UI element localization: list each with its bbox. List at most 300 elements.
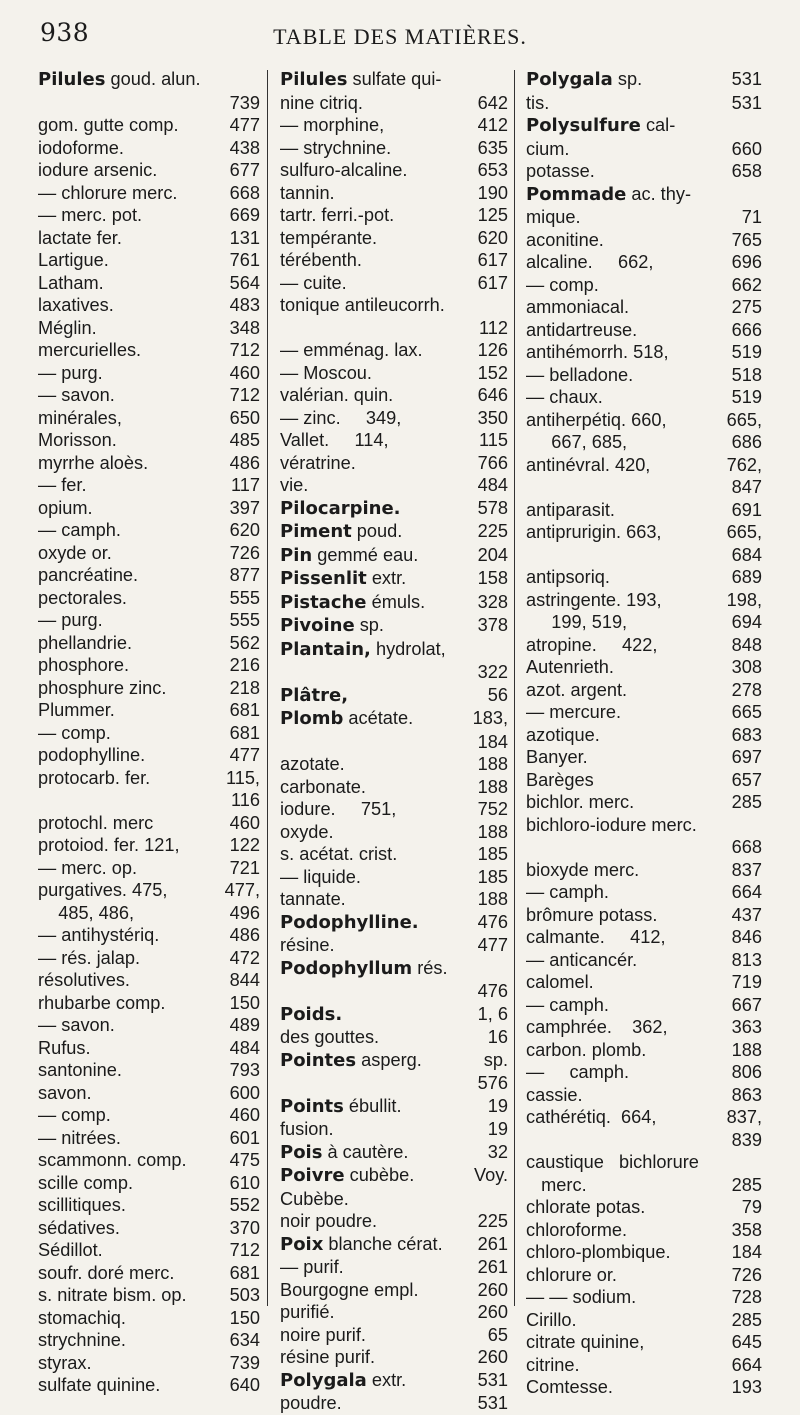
index-entry [38, 744, 260, 767]
index-entry [280, 707, 508, 731]
entry-page-ref: 576 [477, 1073, 508, 1093]
entry-text [38, 654, 129, 677]
entry-text [38, 542, 112, 565]
entry-page-ref: 806 [731, 1062, 762, 1082]
entry-text [526, 1354, 580, 1377]
entry-label: antiprurigin. 663, [526, 522, 662, 542]
entry-label: azotique. [526, 724, 600, 745]
index-entry [280, 159, 508, 182]
entry-text [38, 1172, 133, 1195]
index-entry [38, 834, 260, 857]
entry-label: Bourgogne empl. [280, 1279, 419, 1300]
entry-page-ref: 844 [229, 970, 260, 990]
index-entry [38, 1307, 260, 1330]
index-entry [38, 182, 260, 205]
entry-label: astringente. 193, [526, 589, 662, 610]
entry-label: Comtesse. [526, 1377, 613, 1397]
entry-page-ref: 483 [229, 295, 260, 315]
index-entry [280, 1392, 508, 1415]
entry-page-ref: 285 [731, 792, 762, 812]
entry-page-ref: 477 [229, 115, 260, 135]
index-entry [526, 364, 762, 387]
entry-page-ref: 562 [229, 632, 260, 653]
index-entry [526, 1039, 762, 1062]
index-entry [38, 1172, 260, 1195]
entry-label: à cautère. [322, 1141, 409, 1162]
entry-page-ref: 363 [731, 1017, 762, 1037]
entry-label: cathérétiq. 664, [526, 1107, 657, 1127]
entry-label: atropine. 422, [526, 634, 658, 655]
index-entry [526, 409, 762, 432]
index-entry [280, 294, 508, 317]
index-entry [526, 1219, 762, 1242]
index-entry [526, 319, 762, 342]
index-entry [280, 591, 508, 615]
index-entry [280, 821, 508, 844]
entry-page-ref: 185 [477, 866, 508, 887]
entry-label: 199, 519, [526, 612, 628, 632]
index-entry [526, 183, 762, 207]
entry-text [526, 1174, 587, 1197]
entry-text [280, 182, 335, 205]
index-entry [38, 1014, 260, 1037]
entry-text [526, 319, 637, 342]
index-entry [38, 362, 260, 385]
entry-text [38, 1307, 126, 1330]
entry-page-ref: 476 [477, 981, 508, 1001]
entry-page-ref: 158 [477, 568, 508, 588]
entry-page-ref: 476 [477, 911, 508, 932]
entry-text [280, 114, 384, 137]
index-entry [526, 949, 762, 972]
index-entry [526, 926, 762, 949]
entry-page-ref: 115, [225, 767, 260, 788]
index-entry [526, 1331, 762, 1354]
index-entry [280, 1026, 508, 1049]
entry-page-ref: 122 [229, 835, 260, 855]
entry-page-ref: 261 [477, 1257, 508, 1277]
entry-text [280, 294, 445, 317]
entry-page-ref: sp. [483, 1049, 508, 1070]
index-entry [38, 137, 260, 160]
entry-label: calmante. 412, [526, 927, 666, 947]
entry-text [526, 566, 610, 589]
index-entry [38, 1194, 260, 1217]
entry-page-ref: 635 [477, 137, 508, 158]
entry-text [526, 431, 627, 454]
index-entry [280, 1188, 508, 1211]
entry-page-ref: 32 [487, 1141, 508, 1162]
entry-heading: Polygala [526, 69, 613, 90]
entry-label: — mercure. [526, 702, 621, 722]
entry-text [526, 746, 588, 769]
entry-text [38, 1194, 126, 1217]
entry-label: iodure arsenic. [38, 160, 158, 180]
entry-page-ref: 125 [477, 205, 508, 225]
entry-text [526, 296, 629, 319]
entry-page-ref: 131 [229, 227, 260, 248]
index-entry [280, 567, 508, 591]
index-entry [38, 1284, 260, 1307]
entry-text [38, 407, 122, 430]
index-entry [526, 296, 762, 319]
index-entry [38, 317, 260, 340]
entry-text [280, 1256, 344, 1279]
entry-label: citrate quinine, [526, 1332, 645, 1352]
entry-label: azot. argent. [526, 679, 628, 700]
index-entry [38, 1374, 260, 1397]
entry-page-ref: 677 [229, 160, 260, 180]
entry-label: s. nitrate bism. op. [38, 1285, 187, 1305]
index-entry [280, 114, 508, 137]
index-entry [526, 431, 762, 454]
index-entry [38, 992, 260, 1015]
entry-text [526, 904, 657, 927]
entry-page-ref: 847 [731, 477, 762, 497]
entry-page-ref: 668 [731, 837, 762, 857]
entry-text [526, 229, 604, 252]
entry-page-ref: 216 [229, 655, 260, 675]
entry-page-ref: 112 [479, 317, 508, 338]
entry-text [280, 1003, 342, 1027]
entry-label: résine purif. [280, 1347, 376, 1367]
index-entry [280, 1324, 508, 1347]
entry-text [526, 634, 657, 657]
entry-text [38, 992, 165, 1015]
entry-text [38, 767, 150, 790]
entry-page-ref: 412 [477, 115, 508, 135]
entry-text [280, 1233, 443, 1257]
entry-label: bichlor. merc. [526, 792, 635, 812]
entry-label: scillitiques. [38, 1195, 126, 1215]
entry-text [38, 204, 142, 227]
index-entry [526, 454, 762, 477]
entry-label: — comp. [526, 274, 599, 295]
entry-heading: Pilules [280, 69, 348, 90]
entry-label: des gouttes. [280, 1027, 380, 1047]
entry-label: oxyde. [280, 821, 334, 842]
index-entry [526, 836, 762, 859]
entry-text [280, 204, 394, 227]
entry-text [280, 1279, 419, 1302]
entry-label: chlorate potas. [526, 1197, 646, 1217]
entry-page-ref: 664 [731, 882, 762, 902]
entry-page-ref: 837 [731, 859, 762, 880]
index-entry [38, 1059, 260, 1082]
entry-page-ref: 726 [229, 542, 260, 563]
index-entry [526, 611, 762, 634]
entry-page-ref: 555 [229, 587, 260, 608]
entry-label: térébenth. [280, 250, 362, 270]
entry-label: protochl. merc [38, 812, 154, 833]
entry-text [526, 183, 691, 207]
entry-page-ref: 460 [229, 362, 260, 383]
index-entry [280, 204, 508, 227]
index-entry [38, 812, 260, 835]
entry-page-ref: 489 [229, 1015, 260, 1035]
index-entry [280, 497, 508, 521]
entry-label: Morisson. [38, 430, 117, 450]
entry-label: Cirillo. [526, 1309, 577, 1330]
entry-text [38, 609, 103, 632]
index-entry [526, 904, 762, 927]
entry-text [280, 1369, 406, 1393]
entry-label: — fer. [38, 475, 87, 495]
entry-page-ref: 634 [229, 1330, 260, 1350]
entry-page-ref: 198, [726, 589, 762, 610]
entry-label: Latham. [38, 272, 104, 293]
entry-text [526, 68, 642, 92]
entry-text [526, 926, 666, 949]
index-entry [280, 339, 508, 362]
index-entry [526, 68, 762, 92]
index-entry [280, 776, 508, 799]
index-entry [280, 843, 508, 866]
entry-label: cubèbe. [344, 1165, 415, 1185]
entry-text [38, 317, 97, 340]
entry-text [526, 454, 650, 477]
entry-label: sédatives. [38, 1217, 120, 1238]
entry-heading: Pommade [526, 183, 627, 205]
entry-page-ref: 370 [229, 1217, 260, 1238]
index-entry [38, 879, 260, 902]
entry-page-ref: 150 [229, 992, 260, 1013]
entry-label: scammonn. comp. [38, 1150, 187, 1170]
index-entry [280, 1279, 508, 1302]
entry-heading: Points [280, 1095, 344, 1117]
entry-label: nine citriq. [280, 92, 363, 113]
entry-page-ref: 308 [731, 657, 762, 677]
entry-page-ref: 531 [731, 69, 762, 89]
entry-page-ref: 397 [229, 497, 260, 518]
index-entry [280, 429, 508, 452]
entry-label: vie. [280, 475, 309, 495]
running-title: TABLE DES MATIÈRES. [273, 24, 527, 49]
entry-page-ref: 721 [229, 857, 260, 878]
entry-label: antidartreuse. [526, 319, 638, 340]
index-entry [280, 249, 508, 272]
entry-page-ref: 650 [229, 407, 260, 428]
entry-label: Banyer. [526, 747, 588, 767]
entry-label: iodure. 751, [280, 799, 397, 819]
entry-text [526, 1084, 583, 1107]
entry-page-ref: 691 [731, 499, 762, 520]
index-entry [280, 1141, 508, 1165]
entry-text [38, 564, 138, 587]
entry-text [280, 159, 407, 182]
entry-page-ref: Voy. [473, 1165, 508, 1185]
entry-page-ref: 184 [477, 731, 508, 752]
entry-text [526, 656, 614, 679]
entry-label: fusion. [280, 1119, 334, 1139]
entry-page-ref: 117 [231, 475, 260, 495]
index-entry [38, 159, 260, 182]
entry-text [526, 409, 667, 432]
entry-text [526, 1286, 636, 1309]
entry-label: — Moscou. [280, 362, 372, 383]
entry-label: — camph. [526, 882, 609, 902]
index-entry [38, 1352, 260, 1375]
entry-page-ref: 328 [477, 591, 508, 612]
entry-page-ref: 437 [731, 904, 762, 925]
entry-label: oxyde or. [38, 542, 112, 563]
entry-page-ref: 126 [477, 340, 508, 360]
entry-text [280, 1301, 335, 1324]
entry-label: santonine. [38, 1060, 122, 1080]
index-entry [280, 866, 508, 889]
entry-text [280, 384, 393, 407]
entry-label: Rufus. [38, 1037, 91, 1058]
entry-label: savon. [38, 1082, 92, 1103]
index-entry [280, 888, 508, 911]
entry-label: aconitine. [526, 229, 604, 250]
entry-text [526, 971, 594, 994]
index-entry [526, 1376, 762, 1399]
entry-label: ammoniacal. [526, 297, 630, 317]
entry-page-ref: 485 [229, 430, 260, 450]
entry-text [526, 1039, 646, 1062]
entry-label: styrax. [38, 1352, 92, 1373]
entry-page-ref: 686 [731, 432, 762, 452]
entry-text [280, 497, 401, 521]
index-entry [280, 957, 508, 981]
entry-text [280, 684, 348, 708]
entry-page-ref: 863 [731, 1084, 762, 1105]
entry-label: strychnine. [38, 1330, 126, 1350]
entry-label: Autenrieth. [526, 657, 614, 677]
entry-page-ref: 620 [229, 520, 260, 540]
entry-text [526, 701, 621, 724]
index-entry [526, 1309, 762, 1332]
entry-page-ref: 218 [229, 677, 260, 698]
entry-text [526, 1106, 656, 1129]
entry-text [526, 589, 662, 612]
page-number: 938 [40, 18, 90, 47]
entry-page-ref: 484 [229, 1037, 260, 1058]
entry-page-ref: 610 [229, 1172, 260, 1193]
entry-label: myrrhe aloès. [38, 452, 149, 473]
entry-label: hydrolat, [370, 638, 446, 659]
entry-page-ref: 793 [229, 1060, 260, 1080]
entry-label: gom. gutte comp. [38, 115, 179, 135]
entry-text [280, 92, 363, 115]
entry-page-ref: 668 [229, 182, 260, 203]
entry-text [38, 834, 180, 857]
entry-text [526, 1016, 668, 1039]
entry-page-ref: 204 [477, 544, 508, 565]
entry-label: — anticancér. [526, 949, 638, 970]
entry-text [38, 1104, 111, 1127]
index-entry [38, 1127, 260, 1150]
entry-page-ref: 260 [477, 1279, 508, 1300]
entry-text [526, 1196, 645, 1219]
entry-label: émuls. [366, 591, 426, 612]
index-entry [526, 92, 762, 115]
index-entry [280, 638, 508, 662]
entry-page-ref: 752 [477, 799, 508, 819]
entry-label: merc. [526, 1174, 587, 1195]
entry-text [38, 1374, 160, 1397]
index-entry [280, 1256, 508, 1279]
entry-page-ref: 601 [229, 1127, 260, 1148]
column-rule [267, 70, 268, 1306]
entry-label: sulfate quinine. [38, 1375, 161, 1395]
entry-label: tartr. ferri.-pot. [280, 205, 395, 225]
index-entry [38, 1262, 260, 1285]
entry-label: — merc. op. [38, 857, 138, 878]
entry-label: opium. [38, 497, 93, 518]
index-entry [526, 499, 762, 522]
entry-label: — belladone. [526, 364, 634, 385]
index-entry [526, 791, 762, 814]
entry-page-ref: 1, 6 [477, 1003, 508, 1024]
entry-text [38, 969, 130, 992]
entry-page-ref: 185 [477, 844, 508, 864]
entry-page-ref: 564 [229, 272, 260, 293]
entry-label: — purg. [38, 362, 103, 383]
entry-text [526, 160, 595, 183]
entry-page-ref: 518 [731, 364, 762, 385]
entry-label: gemmé eau. [312, 544, 419, 565]
entry-text [280, 911, 419, 935]
entry-page-ref: 578 [477, 497, 508, 518]
entry-text [280, 1188, 349, 1211]
entry-page-ref: 322 [477, 662, 508, 682]
entry-text [280, 614, 384, 638]
entry-heading: Pivoine [280, 615, 355, 636]
entry-text [38, 1284, 187, 1307]
index-entry [526, 746, 762, 769]
entry-page-ref: 519 [731, 387, 762, 407]
entry-text [38, 474, 87, 497]
entry-label: 485, 486, [38, 902, 135, 923]
index-entry [526, 1084, 762, 1107]
entry-text [280, 866, 361, 889]
entry-label: mercurielles. [38, 340, 142, 360]
entry-label: alcaline. 662, [526, 252, 654, 272]
index-entry [526, 544, 762, 567]
entry-label: — emménag. lax. [280, 340, 423, 360]
entry-page-ref: 65 [487, 1324, 508, 1345]
entry-text [280, 407, 401, 430]
index-entry [526, 1264, 762, 1287]
entry-label: valérian. quin. [280, 385, 394, 405]
entry-label: sulfate qui- [347, 69, 442, 89]
index-entry [38, 1239, 260, 1262]
index-entry [280, 684, 508, 708]
index-entry [526, 476, 762, 499]
index-entry [280, 1346, 508, 1369]
entry-text [526, 611, 627, 634]
entry-heading: Piment [280, 521, 352, 542]
index-entry [280, 182, 508, 205]
entry-page-ref: 653 [477, 160, 508, 180]
entry-page-ref: 696 [731, 252, 762, 272]
entry-label: pectorales. [38, 587, 127, 608]
entry-text [526, 859, 639, 882]
entry-heading: Polysulfure [526, 115, 641, 136]
index-entry [526, 274, 762, 297]
index-entry [38, 407, 260, 430]
index-entry [38, 699, 260, 722]
entry-page-ref: 681 [229, 1262, 260, 1283]
index-entry [280, 1072, 508, 1095]
entry-label: résine. [280, 935, 335, 955]
entry-text [526, 769, 594, 792]
entry-page-ref: 79 [741, 1197, 762, 1217]
entry-page-ref: 193 [731, 1377, 762, 1397]
entry-text [38, 137, 124, 160]
